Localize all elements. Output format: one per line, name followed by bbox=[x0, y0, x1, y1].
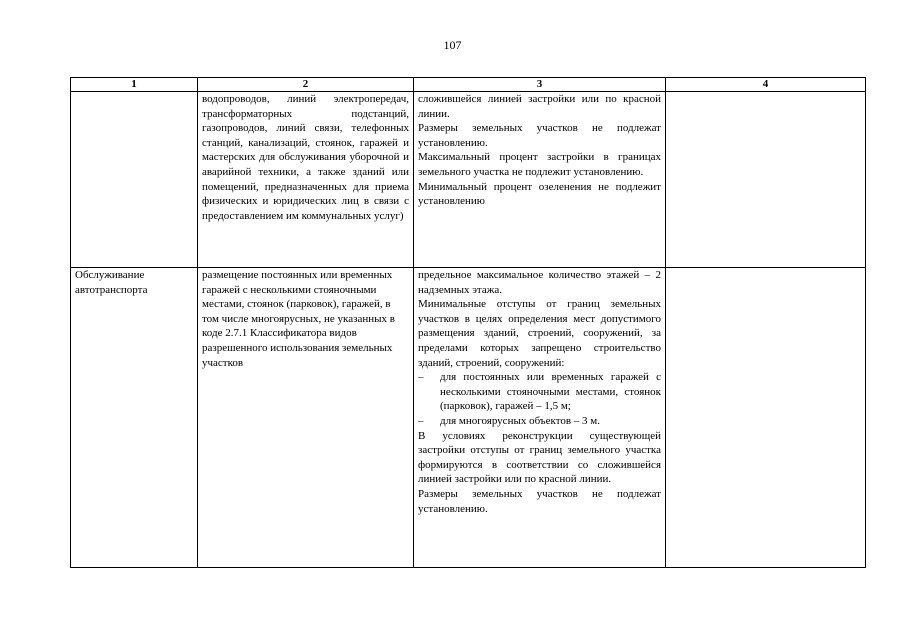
parameter-paragraph: В условиях реконструкции существующей застройки отступы от границ земельного участка формируются в соответствии со сложившейся линией застройки или по красной линии. bbox=[418, 429, 661, 486]
parameter-paragraph: Максимальный процент застройки в границах земельного участка не подлежит установлению. bbox=[418, 151, 661, 178]
column-header-1: 1 bbox=[71, 78, 198, 92]
row2-description-cell: размещение постоянных или временных гаражей с несколькими стояночными местами, стоянок (парковок), гаражей, в том числе многоярусных, не указанных в коде 2.7.1 Классификатора видов разрешенного использования земельных участков bbox=[198, 268, 414, 568]
row2-parameters-cell bbox=[414, 268, 666, 568]
row1-notes-cell bbox=[666, 92, 866, 268]
list-item: – для постоянных или временных гаражей с несколькими стояночными местами, стоянок (парковок), гаражей – 1,5 м; bbox=[418, 370, 661, 414]
column-header-2: 2 bbox=[198, 78, 414, 92]
parameter-paragraph: Размеры земельных участков не подлежат установлению. bbox=[418, 487, 661, 515]
row1-parameters-cell bbox=[414, 92, 666, 268]
row2-notes-cell bbox=[666, 268, 866, 568]
column-header-4: 4 bbox=[666, 78, 866, 92]
row1-description-cell: водопроводов, линий электропередач, трансформаторных подстанций, газопроводов, линий связи, телефонных станций, канализаций, стоянок, гаражей и мастерских для обслуживания уборочной и аварийной техники, а также зданий или помещений, предназначенных для приема физических и юридических лиц в связи с предоставлением им коммунальных услуг) bbox=[198, 92, 414, 268]
parameter-paragraph: сложившейся линией застройки или по красной линии. bbox=[418, 93, 661, 120]
regulations-table bbox=[70, 77, 866, 568]
list-item: – для многоярусных объектов – 3 м. bbox=[418, 414, 661, 429]
parameter-paragraph: предельное максимальное количество этажей – 2 надземных этажа. bbox=[418, 269, 661, 296]
table-row bbox=[71, 268, 866, 568]
parameter-paragraph: Размеры земельных участков не подлежат установлению. bbox=[418, 122, 661, 149]
table-row bbox=[71, 92, 866, 268]
parameter-paragraph: Минимальные отступы от границ земельных участков в целях определения мест допустимого размещения зданий, строений, сооружений, за пределами которых запрещено строительство зданий, строений, сооружений: bbox=[418, 298, 661, 369]
table-header-row bbox=[71, 78, 866, 92]
page-number: 107 bbox=[443, 38, 462, 52]
parameter-paragraph: Минимальный процент озеленения не подлежит установлению bbox=[418, 180, 661, 208]
row2-use-name-cell: Обслуживание автотранспорта bbox=[71, 268, 198, 568]
row1-use-name-cell bbox=[71, 92, 198, 268]
setback-list bbox=[418, 370, 661, 428]
column-header-3: 3 bbox=[414, 78, 666, 92]
